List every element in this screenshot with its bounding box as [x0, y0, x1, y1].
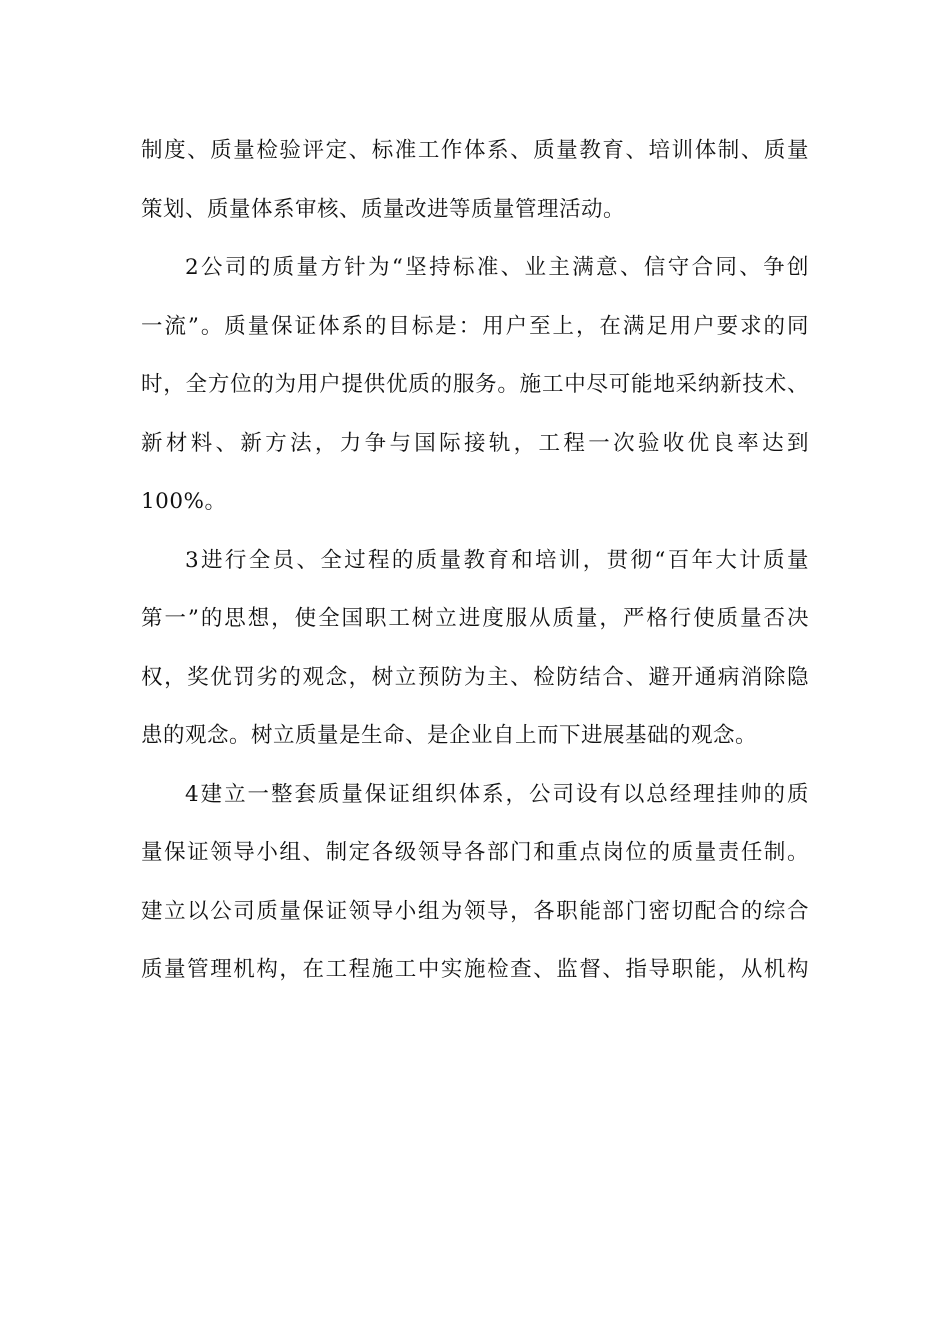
text-line: 权，奖优罚劣的观念，树立预防为主、检防结合、避开通病消除隐 — [141, 664, 809, 690]
text-line: 时，全方位的为用户提供优质的服务。施工中尽可能地采纳新技术、 — [141, 372, 809, 397]
document-body — [141, 128, 809, 1006]
text-line: 患的观念。树立质量是生命、是企业自上而下进展基础的观念。 — [141, 723, 758, 748]
text-line: 一流”。质量保证体系的目标是：用户至上，在满足用户要求的同 — [141, 313, 809, 339]
text-line: 量保证领导小组、制定各级领导各部门和重点岗位的质量责任制。 — [141, 840, 809, 865]
paragraph-start-line: 2公司的质量方针为“坚持标准、业主满意、信守合同、争创 — [185, 255, 809, 280]
paragraph-start-line: 3进行全员、全过程的质量教育和培训，贯彻“百年大计质量 — [185, 547, 809, 573]
text-line: 策划、质量体系审核、质量改进等质量管理活动。 — [141, 196, 626, 222]
text-line: 质量管理机构，在工程施工中实施检查、监督、指导职能，从机构 — [141, 957, 809, 982]
text-line: 新材料、新方法，力争与国际接轨，工程一次验收优良率达到 — [141, 430, 809, 456]
text-line: 制度、质量检验评定、标准工作体系、质量教育、培训体制、质量 — [141, 138, 809, 163]
paragraph-start-line: 4建立一整套质量保证组织体系，公司设有以总经理挂帅的质 — [185, 781, 809, 807]
text-line: 建立以公司质量保证领导小组为领导，各职能部门密切配合的综合 — [141, 898, 809, 924]
text-line: 100%。 — [141, 489, 227, 514]
text-line: 第一”的思想，使全国职工树立进度服从质量，严格行使质量否决 — [141, 606, 809, 631]
